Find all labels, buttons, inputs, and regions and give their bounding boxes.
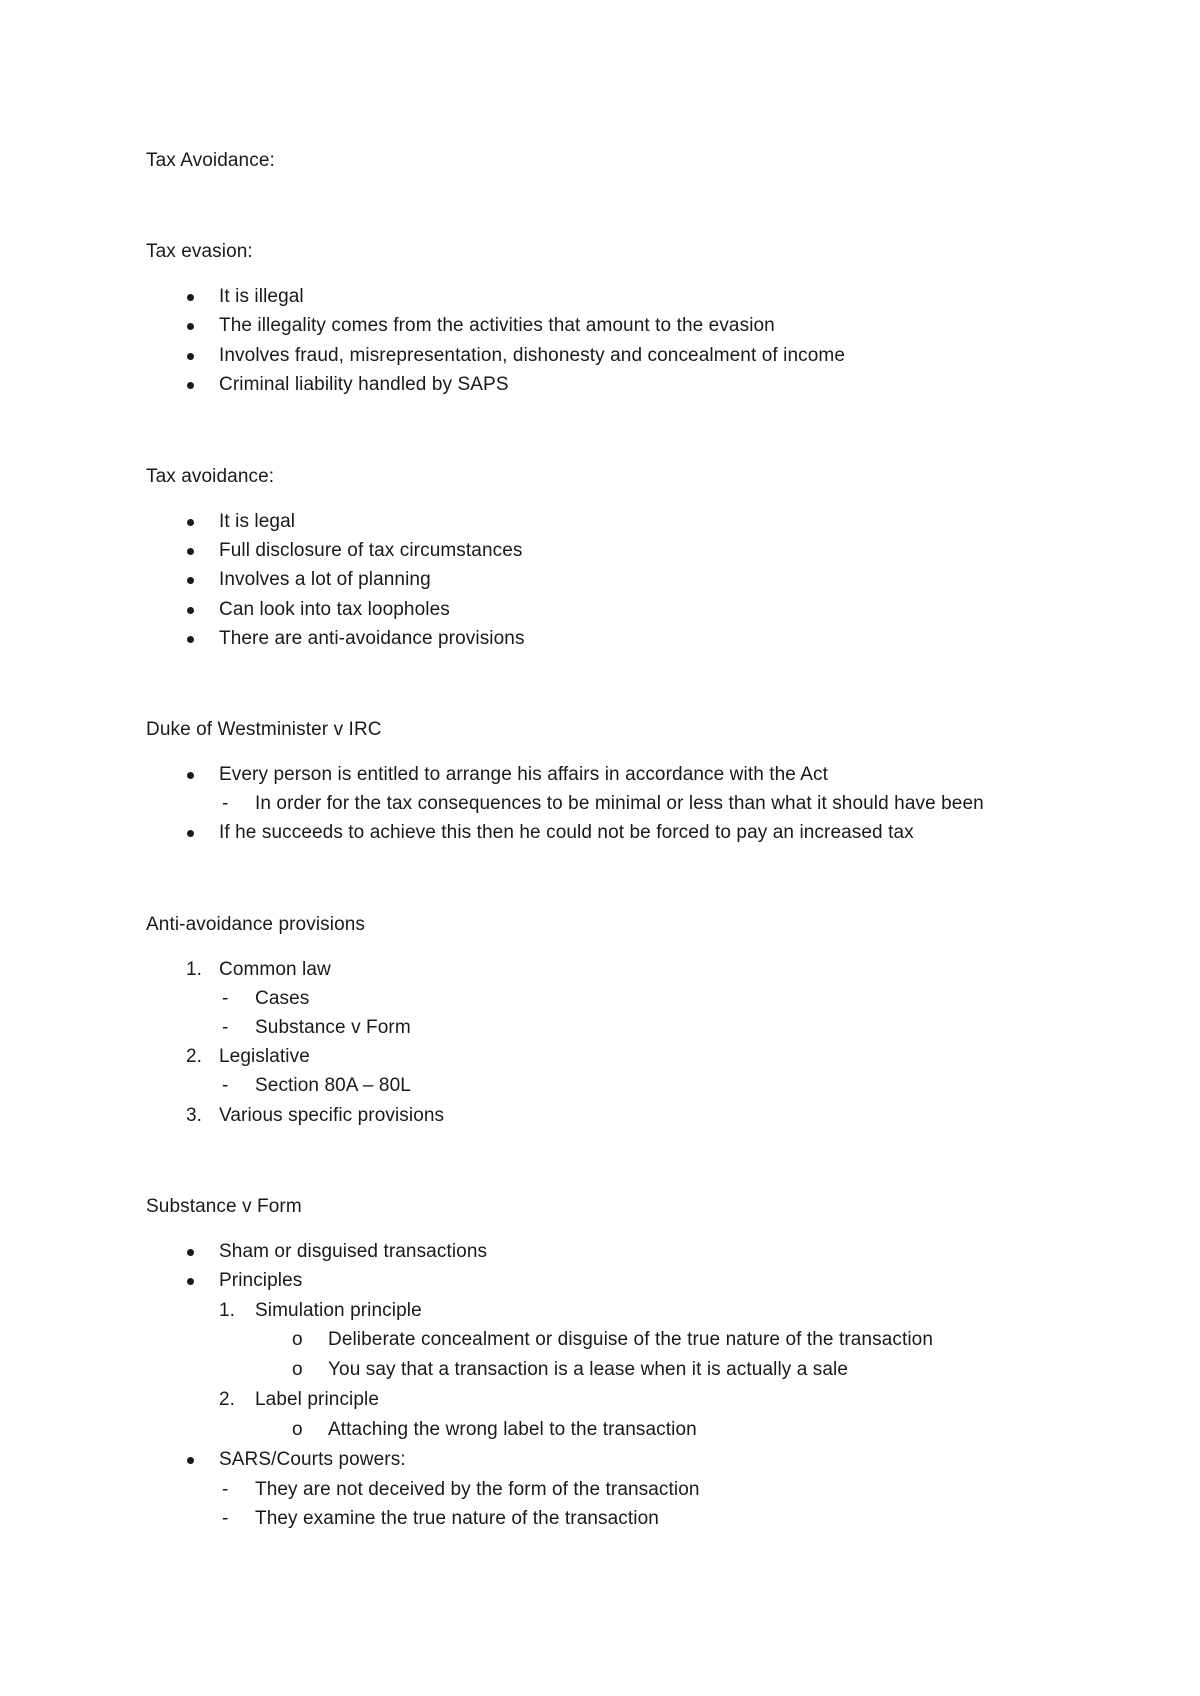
list-item: Legislative [219, 1046, 310, 1067]
list-number: 1. [186, 959, 202, 980]
list-item: Various specific provisions [219, 1105, 445, 1126]
bullet-icon [187, 636, 194, 643]
list-item: Principles [219, 1270, 303, 1291]
list-item: Involves a lot of planning [219, 569, 431, 590]
list-subitem: You say that a transaction is a lease when it is actually a sale [328, 1359, 849, 1380]
list-item: Every person is entitled to arrange his affairs in accordance with the Act [219, 764, 829, 785]
section-heading-substance-form: Substance v Form [146, 1196, 302, 1217]
dash-marker: - [222, 1508, 229, 1529]
bullet-icon [187, 577, 194, 584]
dash-marker: - [222, 1075, 229, 1096]
bullet-icon [187, 353, 194, 360]
list-subitem: Substance v Form [255, 1017, 411, 1038]
list-item: Sham or disguised transactions [219, 1241, 488, 1262]
list-item: SARS/Courts powers: [219, 1449, 406, 1470]
circle-marker: o [292, 1419, 303, 1440]
bullet-icon [187, 382, 194, 389]
list-subitem: In order for the tax consequences to be minimal or less than what it should have been [255, 793, 984, 814]
page-title: Tax Avoidance: [146, 150, 275, 171]
section-heading-tax-avoidance: Tax avoidance: [146, 466, 275, 487]
section-heading-tax-evasion: Tax evasion: [146, 241, 253, 262]
bullet-icon [187, 294, 194, 301]
list-number: 2. [186, 1046, 202, 1067]
list-subitem: Label principle [255, 1389, 380, 1410]
circle-marker: o [292, 1359, 303, 1380]
dash-marker: - [222, 793, 229, 814]
list-item: The illegality comes from the activities that amount to the evasion [219, 315, 775, 336]
list-item: It is illegal [219, 286, 304, 307]
list-item: It is legal [219, 511, 296, 532]
list-item: Criminal liability handled by SAPS [219, 374, 509, 395]
list-subitem: They are not deceived by the form of the transaction [255, 1479, 700, 1500]
dash-marker: - [222, 1017, 229, 1038]
list-subitem: Cases [255, 988, 310, 1009]
list-subitem: They examine the true nature of the transaction [255, 1508, 659, 1529]
list-number: 1. [219, 1300, 235, 1321]
list-item: Can look into tax loopholes [219, 599, 450, 620]
list-number: 2. [219, 1389, 235, 1410]
list-subitem: Simulation principle [255, 1300, 422, 1321]
dash-marker: - [222, 988, 229, 1009]
bullet-icon [187, 772, 194, 779]
list-subitem: Section 80A – 80L [255, 1075, 411, 1096]
bullet-icon [187, 323, 194, 330]
section-heading-duke-case: Duke of Westminister v IRC [146, 719, 382, 740]
list-item: Common law [219, 959, 331, 980]
bullet-icon [187, 548, 194, 555]
list-item: Full disclosure of tax circumstances [219, 540, 523, 561]
list-item: There are anti-avoidance provisions [219, 628, 525, 649]
section-heading-anti-avoidance: Anti-avoidance provisions [146, 914, 366, 935]
bullet-icon [187, 830, 194, 837]
bullet-icon [187, 1457, 194, 1464]
list-item: Involves fraud, misrepresentation, dishonesty and concealment of income [219, 345, 845, 366]
dash-marker: - [222, 1479, 229, 1500]
circle-marker: o [292, 1329, 303, 1350]
bullet-icon [187, 607, 194, 614]
bullet-icon [187, 1249, 194, 1256]
list-item: If he succeeds to achieve this then he could not be forced to pay an increased tax [219, 822, 914, 843]
list-subitem: Deliberate concealment or disguise of the true nature of the transaction [328, 1329, 933, 1350]
list-number: 3. [186, 1105, 202, 1126]
bullet-icon [187, 1278, 194, 1285]
bullet-icon [187, 519, 194, 526]
list-subitem: Attaching the wrong label to the transaction [328, 1419, 697, 1440]
